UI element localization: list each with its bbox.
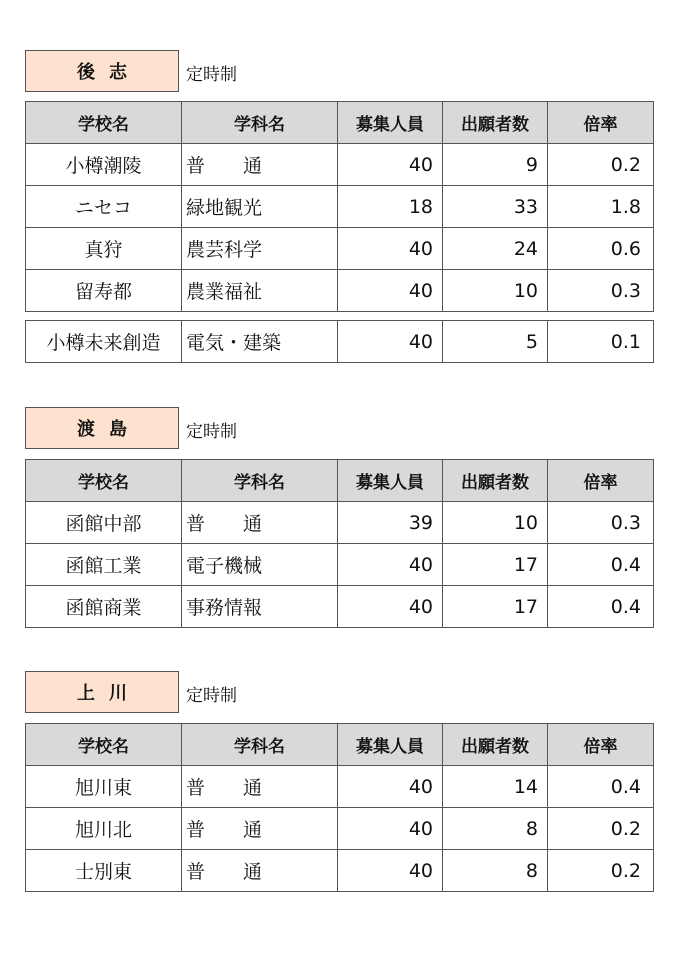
table-row — [26, 586, 654, 628]
applicants: 8 — [443, 808, 548, 850]
dept-name: 普 通 — [182, 850, 338, 892]
ratio: 0.2 — [548, 850, 654, 892]
dept-name: 農芸科学 — [182, 228, 338, 270]
header-ratio: 倍率 — [548, 460, 654, 502]
region-name: 後志 — [25, 50, 179, 92]
ratio: 0.2 — [548, 808, 654, 850]
dept-name: 普 通 — [182, 502, 338, 544]
dept-name: 電子機械 — [182, 544, 338, 586]
table-row — [26, 502, 654, 544]
school-name: 函館中部 — [26, 502, 182, 544]
table-row — [26, 186, 654, 228]
capacity: 40 — [338, 766, 443, 808]
ratio: 0.6 — [548, 228, 654, 270]
dept-name: 農業福祉 — [182, 270, 338, 312]
applicants: 17 — [443, 544, 548, 586]
applicants: 10 — [443, 502, 548, 544]
ratio: 0.4 — [548, 586, 654, 628]
applicants: 5 — [443, 321, 548, 363]
school-name: 留寿都 — [26, 270, 182, 312]
school-name: 旭川北 — [26, 808, 182, 850]
section-shiribeshi — [25, 50, 653, 363]
applicants-table-extra — [25, 320, 654, 363]
ratio: 0.4 — [548, 766, 654, 808]
capacity: 40 — [338, 586, 443, 628]
capacity: 40 — [338, 270, 443, 312]
applicants: 14 — [443, 766, 548, 808]
table-row — [26, 766, 654, 808]
capacity: 18 — [338, 186, 443, 228]
school-name: 函館工業 — [26, 544, 182, 586]
section-oshima — [25, 407, 653, 628]
region-type: 定時制 — [186, 65, 237, 85]
applicants: 9 — [443, 144, 548, 186]
dept-name: 普 通 — [182, 144, 338, 186]
capacity: 39 — [338, 502, 443, 544]
header-dept: 学科名 — [182, 460, 338, 502]
header-school: 学校名 — [26, 102, 182, 144]
header-dept: 学科名 — [182, 724, 338, 766]
header-applicants: 出願者数 — [443, 460, 548, 502]
school-name: 函館商業 — [26, 586, 182, 628]
applicants-table — [25, 723, 654, 892]
table-row — [26, 808, 654, 850]
ratio: 0.1 — [548, 321, 654, 363]
header-capacity: 募集人員 — [338, 102, 443, 144]
capacity: 40 — [338, 808, 443, 850]
applicants-table — [25, 101, 654, 312]
header-applicants: 出願者数 — [443, 724, 548, 766]
header-school: 学校名 — [26, 724, 182, 766]
ratio: 0.2 — [548, 144, 654, 186]
school-name: 小樽潮陵 — [26, 144, 182, 186]
applicants: 33 — [443, 186, 548, 228]
dept-name: 普 通 — [182, 766, 338, 808]
capacity: 40 — [338, 228, 443, 270]
applicants-table — [25, 459, 654, 628]
region-name: 渡島 — [25, 407, 179, 449]
table-row — [26, 270, 654, 312]
region-type: 定時制 — [186, 422, 237, 442]
table-header-row — [26, 460, 654, 502]
applicants: 24 — [443, 228, 548, 270]
table-row — [26, 228, 654, 270]
ratio: 1.8 — [548, 186, 654, 228]
capacity: 40 — [338, 544, 443, 586]
dept-name: 普 通 — [182, 808, 338, 850]
school-name: 士別東 — [26, 850, 182, 892]
capacity: 40 — [338, 144, 443, 186]
table-row — [26, 321, 654, 363]
capacity: 40 — [338, 321, 443, 363]
table-header-row — [26, 102, 654, 144]
region-header — [25, 407, 653, 451]
table-row — [26, 850, 654, 892]
school-name: 小樽未来創造 — [26, 321, 182, 363]
school-name: 真狩 — [26, 228, 182, 270]
header-capacity: 募集人員 — [338, 724, 443, 766]
region-type: 定時制 — [186, 686, 237, 706]
header-applicants: 出願者数 — [443, 102, 548, 144]
section-kamikawa — [25, 671, 653, 892]
region-header — [25, 671, 653, 715]
applicants: 8 — [443, 850, 548, 892]
ratio: 0.4 — [548, 544, 654, 586]
header-capacity: 募集人員 — [338, 460, 443, 502]
school-name: ニセコ — [26, 186, 182, 228]
table-header-row — [26, 724, 654, 766]
ratio: 0.3 — [548, 270, 654, 312]
table-row — [26, 544, 654, 586]
school-name: 旭川東 — [26, 766, 182, 808]
applicants: 10 — [443, 270, 548, 312]
applicants: 17 — [443, 586, 548, 628]
header-dept: 学科名 — [182, 102, 338, 144]
dept-name: 緑地観光 — [182, 186, 338, 228]
capacity: 40 — [338, 850, 443, 892]
header-school: 学校名 — [26, 460, 182, 502]
dept-name: 電気・建築 — [182, 321, 338, 363]
header-ratio: 倍率 — [548, 724, 654, 766]
header-ratio: 倍率 — [548, 102, 654, 144]
region-header — [25, 50, 653, 94]
dept-name: 事務情報 — [182, 586, 338, 628]
region-name: 上川 — [25, 671, 179, 713]
ratio: 0.3 — [548, 502, 654, 544]
table-row — [26, 144, 654, 186]
